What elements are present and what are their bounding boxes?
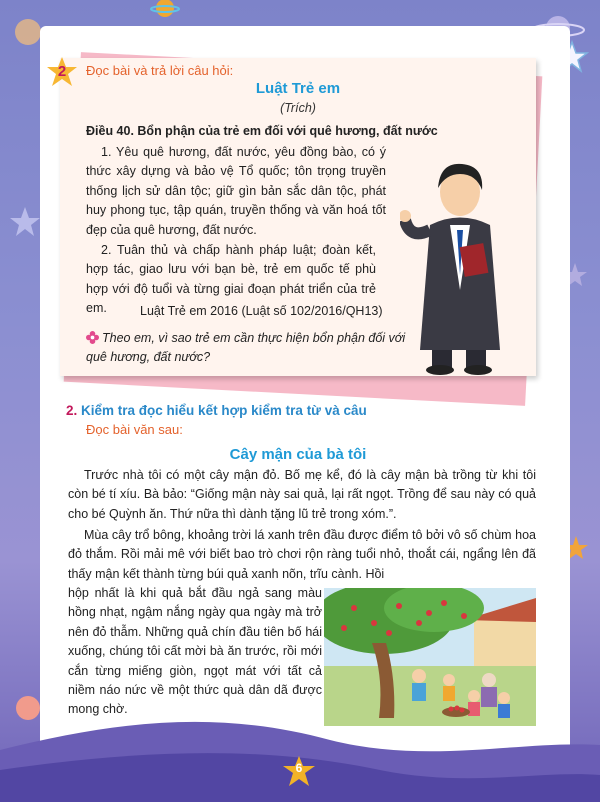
exercise-instruction: Đọc bài và trả lời câu hỏi: [86, 63, 234, 78]
story-title: Cây mận của bà tôi [229, 446, 367, 463]
planet-icon [150, 0, 180, 22]
section-2-number: 2. [66, 403, 78, 418]
page-number: 6 [295, 761, 303, 775]
law-title: Luật Trẻ em [255, 80, 341, 97]
law-paragraph-1: 1. Yêu quê hương, đất nước, yêu đồng bào, có ý thức xây dựng và bảo vệ Tổ quốc; tôn trọng truyền thống lịch sử dân tộc; giữ gìn bản sắc dân tộc, phát huy phong tục, tập quán, truyền thống và văn hoá tốt đẹp của quê hương, đất nước. [86, 145, 386, 237]
law-citation: Luật Trẻ em 2016 (Luật số 102/2016/QH13) [140, 304, 383, 318]
plum-tree-illustration [324, 588, 536, 726]
law-paragraph-2: 2. Tuân thủ và chấp hành pháp luật; đoàn kết, hợp tác, giao lưu với bạn bè, trẻ em quốc tế phù hợp với độ tuổi và từng giai đoạn phát triển của trẻ em. [86, 243, 376, 316]
section-2-heading [66, 403, 367, 418]
story-paragraph-3: hộp nhất là khi quả bắt đầu ngả sang màu hồng nhạt, ngậm nắng ngày qua ngày mà trở nên đỏ thẫm. Những quả chín đầu tiên bố hái xuống, chúng tôi cất mời bà ăn trước, rồi mới cắn từng miếng giòn, ngọt mát với tất cả niềm náo nức về một thức quà dân dã được mong chờ. [68, 586, 322, 717]
article-heading: Điều 40. Bổn phận của trẻ em đối với quê hương, đất nước [86, 124, 438, 138]
story-paragraph-2: Mùa cây trổ bông, khoảng trời lá xanh trên đầu được điểm tô bởi vô số chùm hoa đỏ thắm. Rồi mải mê với biết bao trò chơi rộn ràng tuổi nhỏ, thoắt cái, ngẩng lên đã thấy mận kết thành từng búi quả xanh nõn, trĩu cành. Hồi [68, 528, 536, 581]
star-icon [8, 205, 42, 239]
law-subtitle: (Trích) [280, 101, 316, 115]
exercise-number: 2 [57, 63, 67, 80]
teacher-illustration [400, 150, 520, 375]
story-paragraph-1: Trước nhà tôi có một cây mận đỏ. Bố mẹ kể, đó là cây mận bà trồng từ khi tôi còn bé tí xíu. Bà bảo: “Giống mận này sai quả, lại rất ngọt. Trồng để sau này có quả cho bé Quỳnh ăn. Thứ nữa thì dành tặng lũ trẻ trong xóm.”. [68, 468, 536, 521]
question-text: Theo em, vì sao trẻ em cần thực hiện bổn phận đối với quê hương, đất nước? [86, 331, 406, 364]
section-2-title: Kiểm tra đọc hiểu kết hợp kiểm tra từ và câu [81, 403, 367, 418]
section-2-instruction: Đọc bài văn sau: [86, 422, 183, 437]
